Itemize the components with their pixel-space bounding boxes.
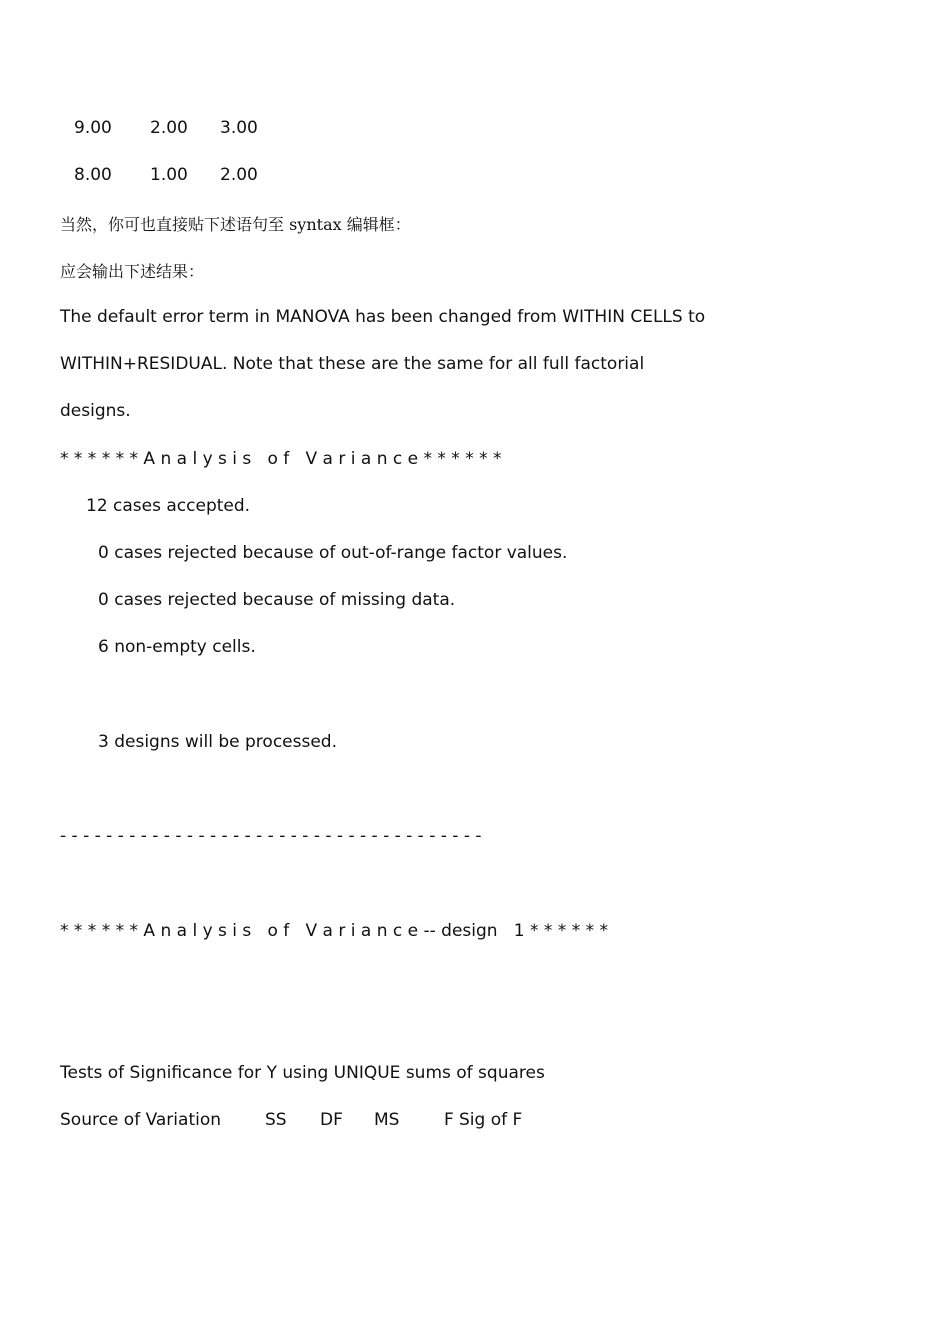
anova-header: * * * * * * A n a l y s i s o f V a r i a n c e * * * * * * <box>60 449 502 469</box>
column-header-ss: SS <box>265 1110 287 1130</box>
data-cell: 1.00 <box>150 165 188 185</box>
significance-title: Tests of Significance for Y using UNIQUE sums of squares <box>60 1063 545 1083</box>
column-header-f: F <box>444 1110 454 1130</box>
data-cell: 2.00 <box>220 165 258 185</box>
error-note-line-1: The default error term in MANOVA has been changed from WITHIN CELLS to <box>60 307 706 327</box>
error-note-line-3: designs. <box>60 401 131 421</box>
cases-accepted: 12 cases accepted. <box>86 496 251 516</box>
data-cell: 9.00 <box>74 118 112 138</box>
column-header-ms: MS <box>374 1110 400 1130</box>
data-cell: 2.00 <box>150 118 188 138</box>
column-header-source: Source of Variation <box>60 1110 222 1130</box>
data-cell: 3.00 <box>220 118 258 138</box>
cases-rejected-missing: 0 cases rejected because of missing data. <box>98 590 456 610</box>
design-header: * * * * * * A n a l y s i s o f V a r i a n c e -- design 1 * * * * * * <box>60 921 609 941</box>
column-header-sig: Sig of F <box>459 1110 523 1130</box>
nonempty-cells: 6 non-empty cells. <box>98 637 256 657</box>
output-line: 应会输出下述结果： <box>60 262 205 281</box>
cases-rejected-range: 0 cases rejected because of out-of-range factor values. <box>98 543 568 563</box>
intro-line: 当然，你可也直接贴下述语句至 syntax 编辑框： <box>60 215 411 234</box>
separator-line: - - - - - - - - - - - - - - - - - - - - - - - - - - - - - - - - - - - - - <box>60 826 482 846</box>
designs-processed: 3 designs will be processed. <box>98 732 337 752</box>
data-cell: 8.00 <box>74 165 112 185</box>
column-header-df: DF <box>320 1110 343 1130</box>
error-note-line-2: WITHIN+RESIDUAL. Note that these are the same for all full factorial <box>60 354 645 374</box>
